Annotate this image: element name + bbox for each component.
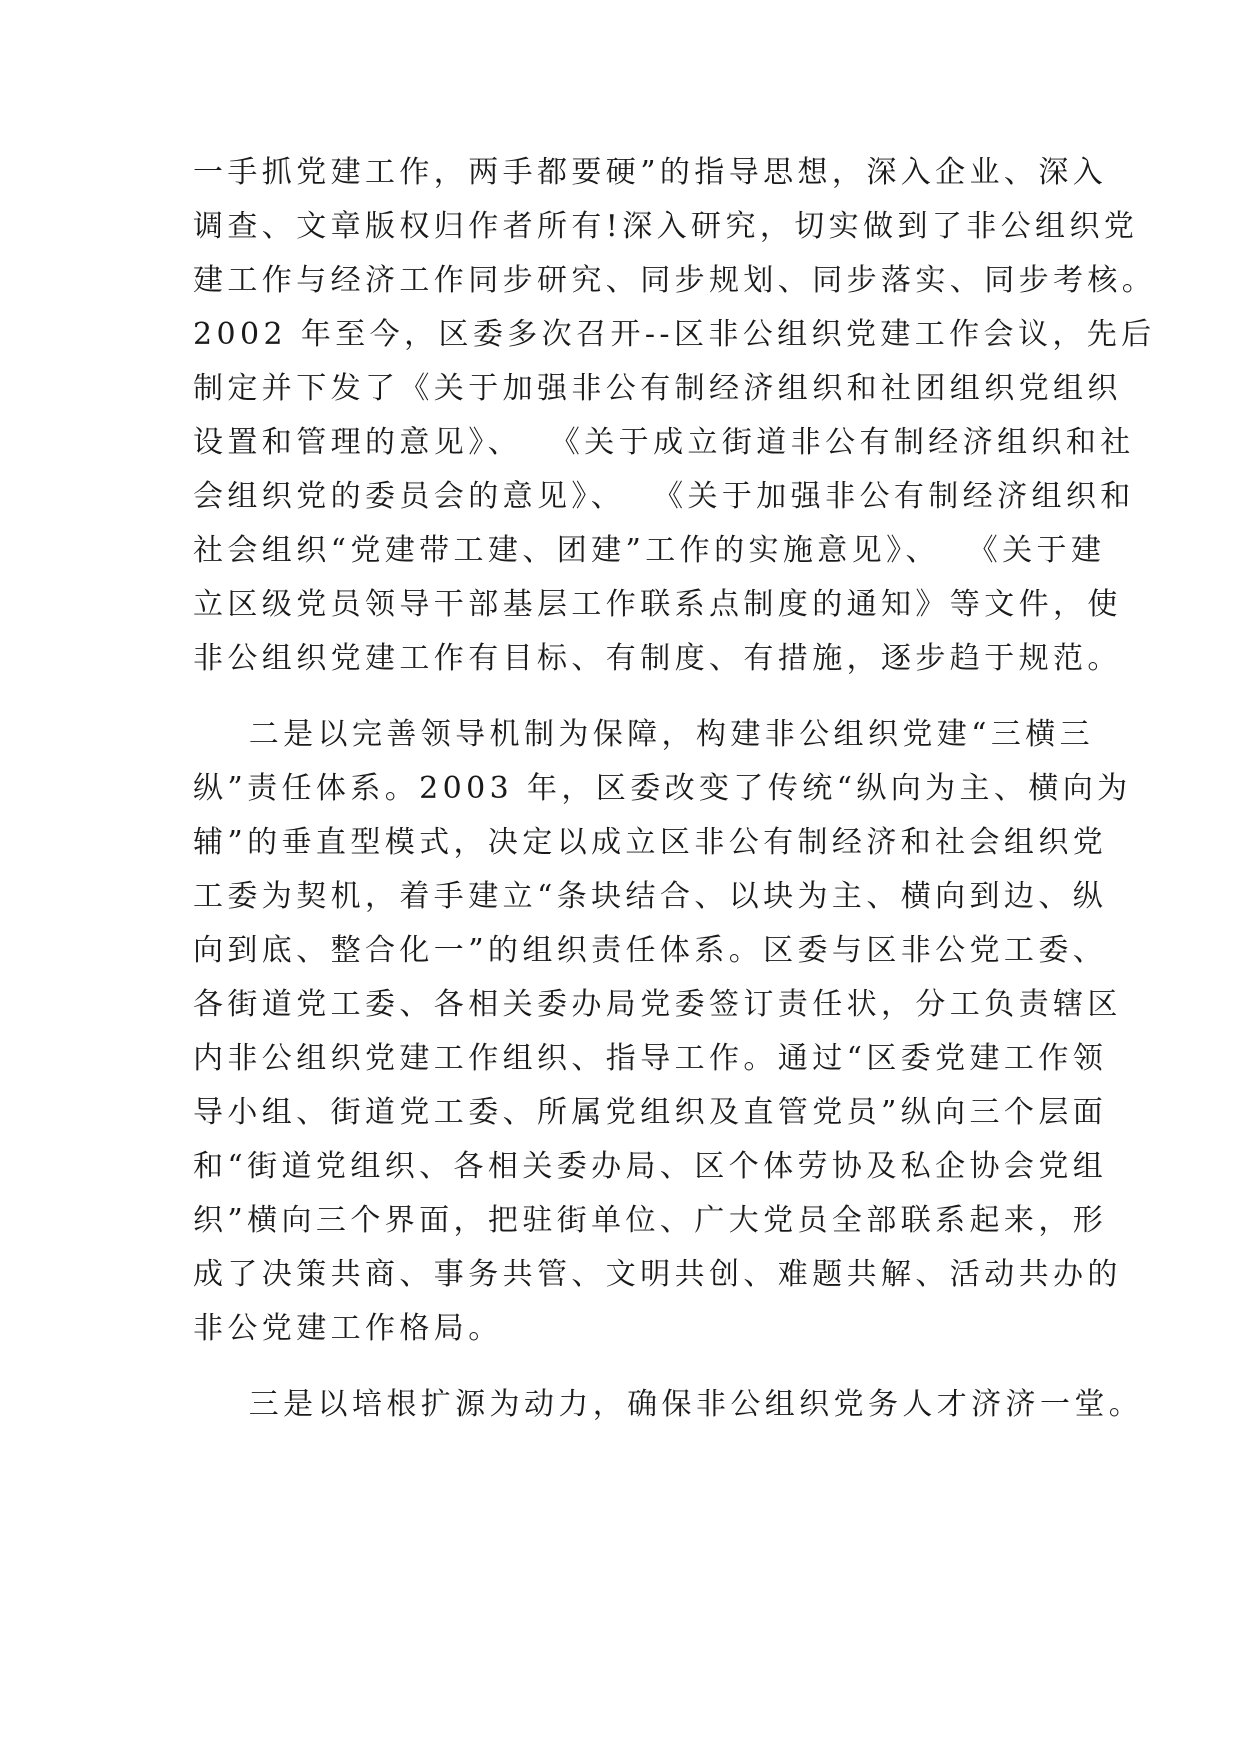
text-line: 建工作与经济工作同步研究、同步规划、同步落实、同步考核。 [193, 263, 1157, 298]
text-line: 调查、文章版权归作者所有!深入研究，切实做到了非公组织党 [193, 209, 1139, 244]
text-line: 纵”责任体系。2003 年，区委改变了传统“纵向为主、横向为 [193, 771, 1132, 806]
paragraph-spacer [193, 686, 1073, 708]
text-line: 织”横向三个界面，把驻街单位、广大党员全部联系起来，形 [193, 1203, 1108, 1238]
document-body [193, 146, 1157, 1432]
text-line: 立区级党员领导干部基层工作联系点制度的通知》等文件，使 [193, 587, 1122, 622]
text-line: 三是以培根扩源为动力，确保非公组织党务人才济济一堂。 [193, 1387, 1144, 1422]
text-line: 导小组、街道党工委、所属党组织及直管党员”纵向三个层面 [193, 1095, 1108, 1130]
text-line: 一手抓党建工作，两手都要硬”的指导思想，深入企业、深入 [193, 155, 1108, 190]
text-line: 二是以完善领导机制为保障，构建非公组织党建“三横三 [193, 717, 1095, 752]
paragraph-2 [193, 708, 1132, 1356]
text-line: 非公党建工作格局。 [193, 1311, 503, 1346]
text-line: 非公组织党建工作有目标、有制度、有措施，逐步趋于规范。 [193, 641, 1122, 676]
text-line: 制定并下发了《关于加强非公有制经济组织和社团组织党组织 [193, 371, 1122, 406]
text-line: 内非公组织党建工作组织、指导工作。通过“区委党建工作领 [193, 1041, 1108, 1076]
paragraph-3 [193, 1378, 1144, 1432]
text-line: 辅”的垂直型模式，决定以成立区非公有制经济和社会组织党 [193, 825, 1108, 860]
text-line: 和“街道党组织、各相关委办局、区个体劳协及私企协会党组 [193, 1149, 1108, 1184]
text-line: 各街道党工委、各相关委办局党委签订责任状，分工负责辖区 [193, 987, 1122, 1022]
text-line: 社会组织“党建带工建、团建”工作的实施意见》、 《关于建 [193, 533, 1106, 568]
text-line: 成了决策共商、事务共管、文明共创、难题共解、活动共办的 [193, 1257, 1122, 1292]
text-line: 向到底、整合化一”的组织责任体系。区委与区非公党工委、 [193, 933, 1108, 968]
text-line: 会组织党的委员会的意见》、 《关于加强非公有制经济组织和 [193, 479, 1135, 514]
paragraph-1 [193, 146, 1157, 686]
text-line: 2002 年至今，区委多次召开--区非公组织党建工作会议，先后 [193, 317, 1156, 352]
text-line: 设置和管理的意见》、 《关于成立街道非公有制经济组织和社 [193, 425, 1135, 460]
text-line: 工委为契机，着手建立“条块结合、以块为主、横向到边、纵 [193, 879, 1108, 914]
paragraph-spacer [193, 1356, 1073, 1378]
